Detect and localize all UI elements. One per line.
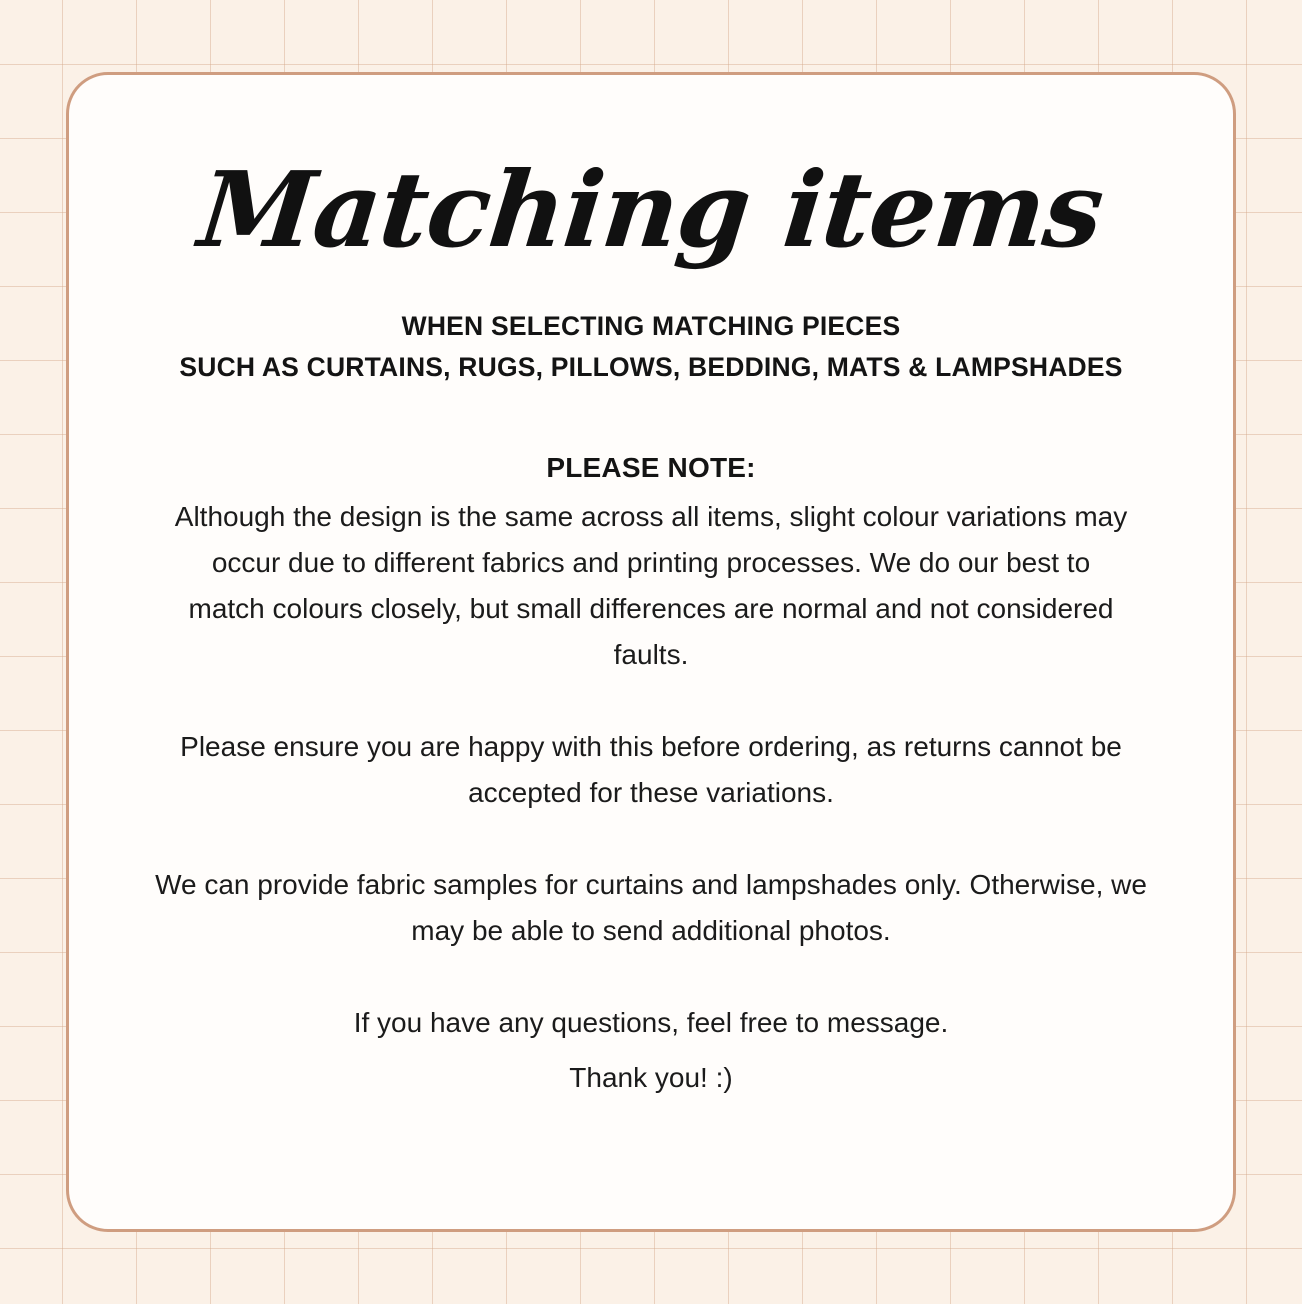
paragraph-questions: If you have any questions, feel free to message. xyxy=(353,1006,949,1038)
paragraph-samples: We can provide fabric samples for curtains and lampshades only. Otherwise, we may be able to send additional photos. xyxy=(155,868,1147,946)
please-note-heading: PLEASE NOTE: xyxy=(546,452,756,484)
paragraph-thanks: Thank you! :) xyxy=(569,1062,733,1094)
info-card xyxy=(66,72,1236,1232)
paragraph-returns: Please ensure you are happy with this before ordering, as returns cannot be accepted for these variations. xyxy=(180,730,1122,808)
subtitle-line-1: WHEN SELECTING MATCHING PIECES xyxy=(401,311,901,342)
subtitle-block xyxy=(127,306,1175,388)
paragraph-colour-variations: Although the design is the same across all items, slight colour variations may occur due to different fabrics and printing processes. We do our best to match colours closely, but small differences are normal and not considered faults. xyxy=(174,501,1128,671)
subtitle-line-2: SUCH AS CURTAINS, RUGS, PILLOWS, BEDDING, MATS & LAMPSHADES xyxy=(179,352,1123,383)
page-title: Matching items xyxy=(193,148,1109,271)
